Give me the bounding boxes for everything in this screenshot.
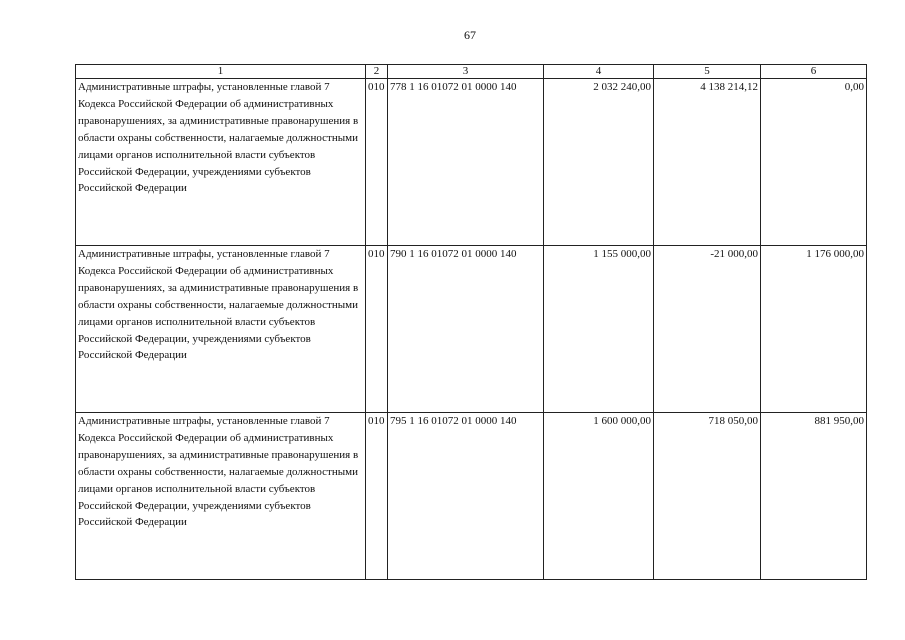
column-header: 2 [366, 65, 388, 79]
table-row [76, 413, 867, 580]
row-name-cell: Административные штрафы, установленные главой 7 Кодекса Российской Федерации об административных правонарушениях, за административные правонарушения в области охраны собственности, налагаемые должностными лицами органов исполнительной власти субъектов Российской Федерации, учреждениями субъектов Российской Федерации [76, 79, 366, 246]
row-col4-cell: 1 155 000,00 [544, 246, 654, 413]
column-header: 6 [761, 65, 867, 79]
row-col4-cell: 2 032 240,00 [544, 79, 654, 246]
row-col6-cell: 881 950,00 [761, 413, 867, 580]
row-col6-cell: 1 176 000,00 [761, 246, 867, 413]
row-col4-cell: 1 600 000,00 [544, 413, 654, 580]
row-name-cell: Административные штрафы, установленные главой 7 Кодекса Российской Федерации об административных правонарушениях, за административные правонарушения в области охраны собственности, налагаемые должностными лицами органов исполнительной власти субъектов Российской Федерации, учреждениями субъектов Российской Федерации [76, 246, 366, 413]
row-code-cell: 010 [366, 246, 388, 413]
column-header: 3 [388, 65, 544, 79]
row-col6-cell: 0,00 [761, 79, 867, 246]
row-code-cell: 010 [366, 79, 388, 246]
row-col5-cell: 718 050,00 [654, 413, 761, 580]
row-code-cell: 010 [366, 413, 388, 580]
row-col5-cell: 4 138 214,12 [654, 79, 761, 246]
row-col5-cell: -21 000,00 [654, 246, 761, 413]
page-number: 67 [464, 28, 476, 42]
row-kbk-cell: 795 1 16 01072 01 0000 140 [388, 413, 544, 580]
column-header: 1 [76, 65, 366, 79]
table-row [76, 246, 867, 413]
budget-table [75, 64, 867, 580]
column-header: 5 [654, 65, 761, 79]
row-name-cell: Административные штрафы, установленные главой 7 Кодекса Российской Федерации об административных правонарушениях, за административные правонарушения в области охраны собственности, налагаемые должностными лицами органов исполнительной власти субъектов Российской Федерации, учреждениями субъектов Российской Федерации [76, 413, 366, 580]
table-header-row [76, 65, 867, 79]
row-kbk-cell: 790 1 16 01072 01 0000 140 [388, 246, 544, 413]
row-kbk-cell: 778 1 16 01072 01 0000 140 [388, 79, 544, 246]
column-header: 4 [544, 65, 654, 79]
table-row [76, 79, 867, 246]
